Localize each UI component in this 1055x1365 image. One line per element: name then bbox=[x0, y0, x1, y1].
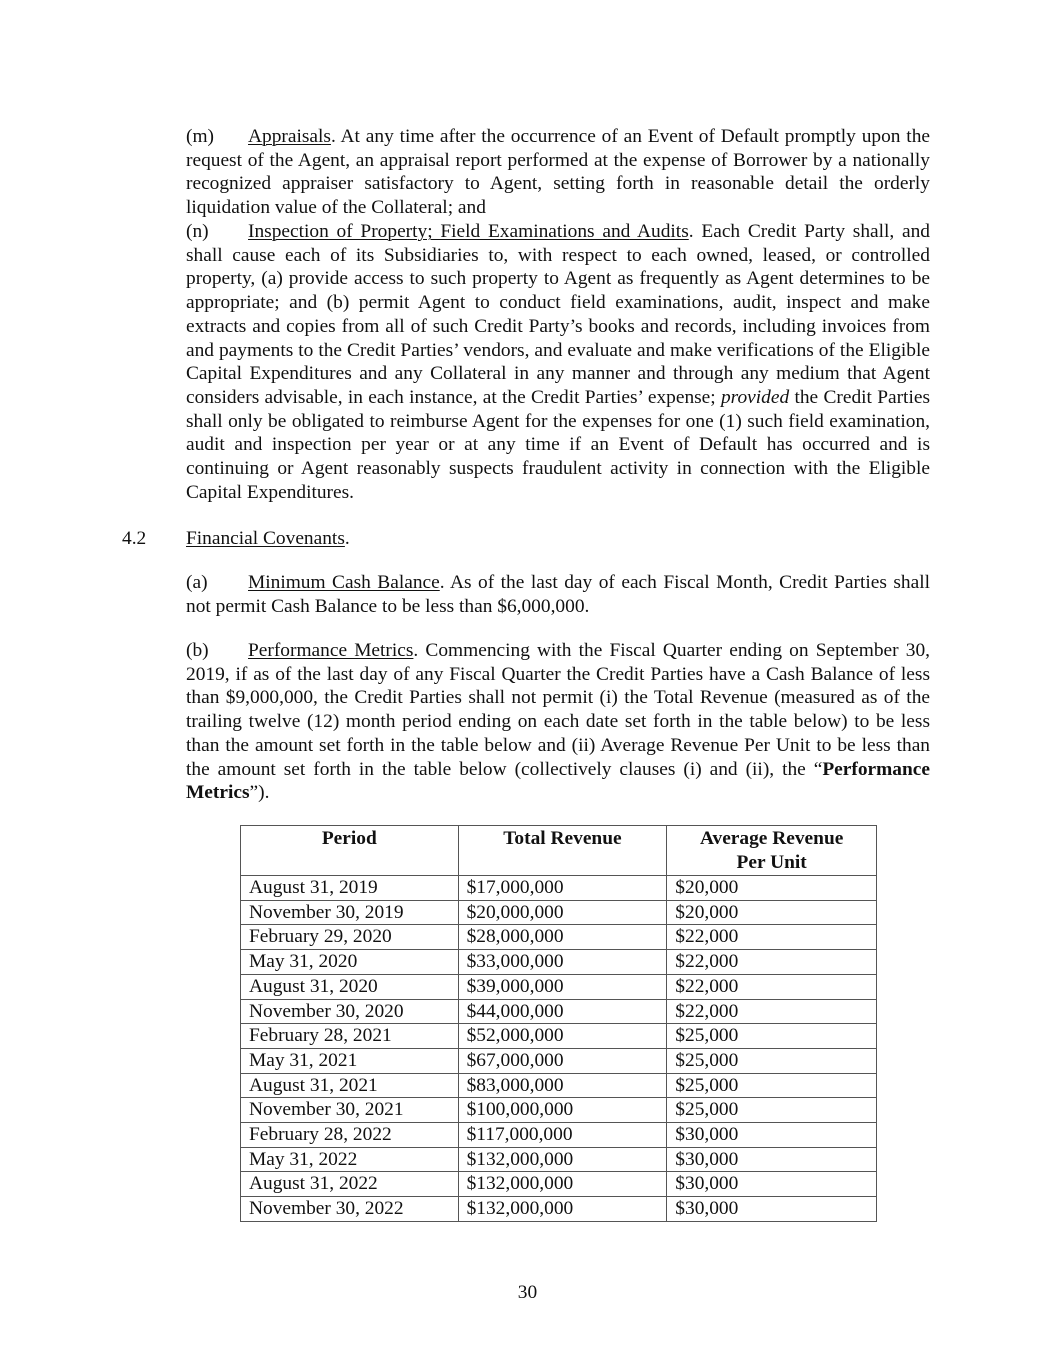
table-row bbox=[241, 1172, 877, 1197]
cell-arpu: $22,000 bbox=[667, 999, 877, 1024]
header-total-revenue: Total Revenue bbox=[458, 826, 667, 876]
clause-label: (b) bbox=[186, 640, 209, 661]
clause-heading: Appraisals bbox=[248, 126, 331, 147]
table-row bbox=[241, 1073, 877, 1098]
clause-italic-term: provided bbox=[720, 386, 790, 408]
table-header-row bbox=[241, 826, 877, 876]
cell-total-revenue: $52,000,000 bbox=[458, 1024, 667, 1049]
clause-text: Commencing with the Fiscal Quarter ending on September 30, 2019, if as of the last day of any Fiscal Quarter the Credit Parties have a Cash Balance of less than $9,000,000, the Credit Parties shall not permit (i) the Total Revenue (measured as of the trailing twelve (12) month period ending on each date set forth in the table below) to be less than the amount set forth in the table below and (ii) Average Revenue Per Unit to be less than the amount set forth in the table below (collectively clauses (i) and (ii), the “ bbox=[186, 640, 930, 780]
table-row bbox=[241, 900, 877, 925]
cell-period: August 31, 2022 bbox=[241, 1172, 459, 1197]
cell-period: November 30, 2020 bbox=[241, 999, 459, 1024]
table-row bbox=[241, 999, 877, 1024]
cell-total-revenue: $33,000,000 bbox=[458, 950, 667, 975]
clause-text: As of the last day of each Fiscal Month, Credit Parties shall not permit Cash Balance to be less than $6,000,000. bbox=[186, 572, 930, 617]
cell-total-revenue: $28,000,000 bbox=[458, 925, 667, 950]
cell-period: May 31, 2020 bbox=[241, 950, 459, 975]
table-row bbox=[241, 1147, 877, 1172]
clause-label: (a) bbox=[186, 572, 208, 593]
cell-period: August 31, 2019 bbox=[241, 876, 459, 901]
section-number: 4.2 bbox=[122, 528, 147, 549]
clause-m-appraisals: (m) Appraisals. At any time after the occurrence of an Event of Default promptly upon the request of the Agent, an appraisal report performed at the expense of Borrower by a nationally recognized appraiser satisfactory to Agent, setting forth in reasonable detail the orderly liquidation value of the Collateral; and bbox=[186, 126, 930, 219]
cell-total-revenue: $100,000,000 bbox=[458, 1098, 667, 1123]
cell-arpu: $30,000 bbox=[667, 1147, 877, 1172]
cell-total-revenue: $17,000,000 bbox=[458, 876, 667, 901]
table-row bbox=[241, 974, 877, 999]
clause-bold-term: Performance Metrics bbox=[186, 758, 930, 804]
cell-period: May 31, 2021 bbox=[241, 1048, 459, 1073]
cell-arpu: $20,000 bbox=[667, 900, 877, 925]
table-row bbox=[241, 1048, 877, 1073]
section-title: Financial Covenants bbox=[186, 528, 345, 549]
table-row bbox=[241, 1024, 877, 1049]
table-row bbox=[241, 1123, 877, 1148]
cell-total-revenue: $20,000,000 bbox=[458, 900, 667, 925]
section-4-2-heading: 4.2 Financial Covenants. bbox=[122, 528, 350, 549]
cell-total-revenue: $44,000,000 bbox=[458, 999, 667, 1024]
clause-text: At any time after the occurrence of an Event of Default promptly upon the request of the Agent, an appraisal report performed at the expense of Borrower by a nationally recognized appraiser satisfactory to Agent, setting forth in reasonable detail the orderly liquidation value of the Collateral; and bbox=[186, 126, 930, 219]
cell-period: May 31, 2022 bbox=[241, 1147, 459, 1172]
page-number: 30 bbox=[517, 1282, 538, 1303]
cell-arpu: $20,000 bbox=[667, 876, 877, 901]
cell-arpu: $30,000 bbox=[667, 1197, 877, 1222]
cell-total-revenue: $39,000,000 bbox=[458, 974, 667, 999]
table-row bbox=[241, 876, 877, 901]
cell-arpu: $22,000 bbox=[667, 950, 877, 975]
cell-arpu: $25,000 bbox=[667, 1073, 877, 1098]
clause-text-continued: the Credit Parties shall only be obligated to reimburse Agent for the expenses for one (1) such field examination, audit and inspection per year or at any time if an Event of Default has occurred and is continuing or Agent reasonably suspects fraudulent activity in connection with the Eligible Capital Expenditures. bbox=[186, 386, 930, 503]
header-period: Period bbox=[241, 826, 459, 876]
cell-arpu: $22,000 bbox=[667, 974, 877, 999]
table-row bbox=[241, 1197, 877, 1222]
cell-arpu: $30,000 bbox=[667, 1172, 877, 1197]
performance-metrics-table bbox=[240, 825, 877, 1222]
clause-a-minimum-cash: (a) Minimum Cash Balance. As of the last day of each Fiscal Month, Credit Parties shall not permit Cash Balance to be less than $6,000,000. bbox=[186, 572, 930, 617]
cell-period: November 30, 2021 bbox=[241, 1098, 459, 1123]
cell-arpu: $25,000 bbox=[667, 1024, 877, 1049]
header-average-revenue-per-unit: Average Revenue Per Unit bbox=[667, 826, 877, 876]
cell-period: August 31, 2020 bbox=[241, 974, 459, 999]
cell-period: August 31, 2021 bbox=[241, 1073, 459, 1098]
cell-total-revenue: $83,000,000 bbox=[458, 1073, 667, 1098]
cell-period: February 29, 2020 bbox=[241, 925, 459, 950]
cell-period: November 30, 2019 bbox=[241, 900, 459, 925]
cell-period: February 28, 2021 bbox=[241, 1024, 459, 1049]
cell-arpu: $25,000 bbox=[667, 1098, 877, 1123]
clause-label: (m) bbox=[186, 126, 214, 147]
clause-heading: Minimum Cash Balance bbox=[248, 572, 440, 593]
cell-arpu: $25,000 bbox=[667, 1048, 877, 1073]
cell-total-revenue: $132,000,000 bbox=[458, 1147, 667, 1172]
cell-arpu: $22,000 bbox=[667, 925, 877, 950]
clause-heading: Performance Metrics bbox=[248, 640, 414, 661]
clause-n-inspection: (n) Inspection of Property; Field Examinations and Audits. Each Credit Party shall, and shall cause each of its Subsidiaries to, with respect to each owned, leased, or controlled property, (a) provide access to such property to Agent as frequently as Agent determines to be appropriate; and (b) permit Agent to conduct field examinations, audit, inspect and make extracts and copies from all of such Credit Party’s books and records, including invoices from and payments to the Credit Parties’ vendors, and evaluate and make verifications of the Eligible Capital Expenditures and any Collateral in any manner and through any medium that Agent considers advisable, in each instance, at the Credit Parties’ expense; provided the Credit Parties shall only be obligated to reimburse Agent for the expenses for one (1) such field examination, audit and inspection per year or at any time if an Event of Default has occurred and is continuing or Agent reasonably suspects fraudulent activity in connection with the Eligible Capital Expenditures. bbox=[186, 221, 930, 503]
clause-text: Each Credit Party shall, and shall cause each of its Subsidiaries to, with respect to each owned, leased, or controlled property, (a) provide access to such property to Agent as frequently as Agent determines to be appropriate; and (b) permit Agent to conduct field examinations, audit, inspect and make extracts and copies from all of such Credit Party’s books and records, including invoices from and payments to the Credit Parties’ vendors, and evaluate and make verifications of the Eligible Capital Expenditures and any Collateral in any manner and through any medium that Agent considers advisable, in each instance, at the Credit Parties’ expense; bbox=[186, 221, 930, 408]
table-row bbox=[241, 950, 877, 975]
clause-text-continued: ”). bbox=[249, 782, 270, 804]
table-row bbox=[241, 1098, 877, 1123]
table-row bbox=[241, 925, 877, 950]
clause-heading: Inspection of Property; Field Examinations and Audits bbox=[248, 221, 689, 242]
cell-arpu: $30,000 bbox=[667, 1123, 877, 1148]
cell-total-revenue: $132,000,000 bbox=[458, 1197, 667, 1222]
cell-total-revenue: $117,000,000 bbox=[458, 1123, 667, 1148]
cell-total-revenue: $67,000,000 bbox=[458, 1048, 667, 1073]
cell-total-revenue: $132,000,000 bbox=[458, 1172, 667, 1197]
cell-period: November 30, 2022 bbox=[241, 1197, 459, 1222]
clause-b-performance-metrics: (b) Performance Metrics. Commencing with the Fiscal Quarter ending on September 30, 2019, if as of the last day of any Fiscal Quarter the Credit Parties have a Cash Balance of less than $9,000,000, the Credit Parties shall not permit (i) the Total Revenue (measured as of the trailing twelve (12) month period ending on each date set forth in the table below) to be less than the amount set forth in the table below and (ii) Average Revenue Per Unit to be less than the amount set forth in the table below (collectively clauses (i) and (ii), the “Performance Metrics”). bbox=[186, 640, 930, 804]
cell-period: February 28, 2022 bbox=[241, 1123, 459, 1148]
clause-label: (n) bbox=[186, 221, 209, 242]
